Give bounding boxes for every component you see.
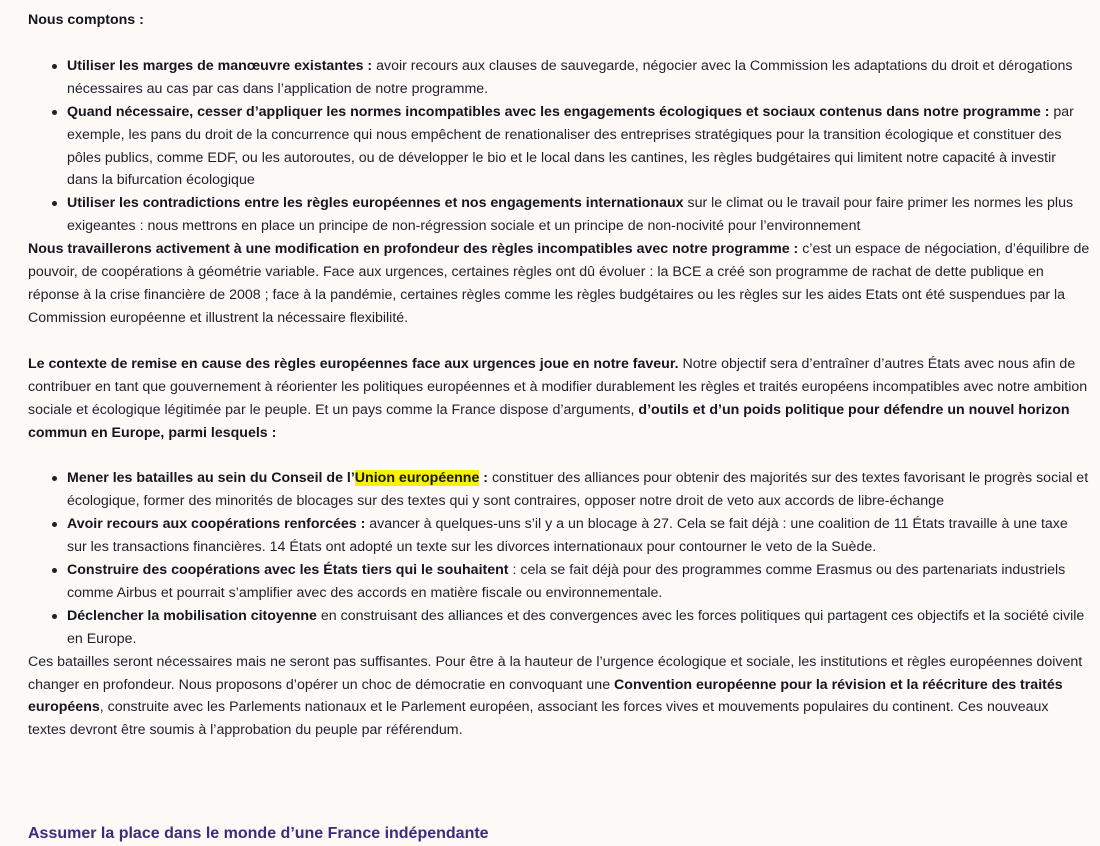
levers-list — [28, 467, 1090, 650]
list-item: Déclencher la mobilisation citoyenne en construisant des alliances et des convergences avec les forces politiques qui partagent ces objectifs et la société civile en Europe. — [67, 605, 1090, 651]
spacer — [28, 444, 1090, 467]
list-item: Quand nécessaire, cesser d’appliquer les normes incompatibles avec les engagements écologiques et sociaux contenus dans notre programme : par exemple, les pans du droit de la concurrence qui nous empêchent de renationaliser des entreprises stratégiques pour la transition écologique et constituer des pôles publics, comme EDF, ou les autoroutes, ou de développer le bio et le local dans les cantines, les règles budgétaires qui limitent notre capacité à investir dans la bifurcation écologique — [67, 101, 1090, 193]
next-section-title: Assumer la place dans le monde d’une France indépendante — [28, 825, 489, 842]
list-item: Construire des coopérations avec les États tiers qui le souhaitent : cela se fait déjà pour des programmes comme Erasmus ou des partenariats industriels comme Airbus et pourrait s’amplifier avec des accords en matière fiscale ou environnementale. — [67, 559, 1090, 605]
document-body — [28, 9, 1090, 742]
list-item: Mener les batailles au sein du Conseil de l’Union européenne : constituer des alliances pour obtenir des majorités sur des textes favorisant le progrès social et écologique, former des minorités de blocages sur des textes qui y sont contraires, opposer notre droit de veto aux accords de libre-échange — [67, 467, 1090, 513]
spacer — [28, 32, 1090, 55]
list-item: Utiliser les marges de manœuvre existantes : avoir recours aux clauses de sauvegarde, négocier avec la Commission les adaptations du droit et dérogations nécessaires au cas par cas dans l’application de notre programme. — [67, 55, 1090, 101]
spacer — [28, 330, 1090, 353]
measures-list — [28, 55, 1090, 238]
paragraph-context: Le contexte de remise en cause des règles européennes face aux urgences joue en notre faveur. Notre objectif sera d’entraîner d’autres États avec nous afin de contribuer en tant que gouvernement à réorienter les politiques européennes et à modifier durablement les règles et traités européens incompatibles avec notre ambition sociale et écologique légitimée par le peuple. Et un pays comme la France dispose d’arguments, d’outils et d’un poids politique pour défendre un nouvel horizon commun en Europe, parmi lesquels : — [28, 355, 1088, 441]
search-highlight: Union européenne — [354, 470, 480, 487]
paragraph-rules: Nous travaillerons activement à une modification en profondeur des règles incompatibles avec notre programme : c’est un espace de négociation, d’équilibre de pouvoir, de coopérations à géométrie variable. Face aux urgences, certaines règles ont dû évoluer : la BCE a créé son programme de rachat de dette publique en réponse à la crise financière de 2008 ; face à la pandémie, certaines règles comme les règles budgétaires ou les règles sur les aides Etats ont été suspendues par la Commission européenne et illustrent la nécessaire flexibilité. — [28, 241, 1090, 326]
paragraph-convention: Ces batailles seront nécessaires mais ne seront pas suffisantes. Pour être à la hauteur de l’urgence écologique et sociale, les institutions et règles européennes doivent changer en profondeur. Nous proposons d’opérer un choc de démocratie en convoquant une Convention européenne pour la révision et la réécriture des traités européens, construite avec les Parlements nationaux et le Parlement européen, associant les forces vives et mouvements populaires du continent. Ces nouveaux textes devront être soumis à l’approbation du peuple par référendum. — [28, 653, 1083, 739]
list-item: Avoir recours aux coopérations renforcées : avancer à quelques-uns s’il y a un blocage à 27. Cela se fait déjà : une coalition de 11 États travaille à une taxe sur les transactions financières. 14 États ont adopté un texte sur les divorces internationaux pour contourner le veto de la Suède. — [67, 513, 1090, 559]
list-item: Utiliser les contradictions entre les règles européennes et nos engagements internationaux sur le climat ou le travail pour faire primer les normes les plus exigeantes : nous mettrons en place un principe de non-régression sociale et un principe de non-nocivité pour l’environnement — [67, 192, 1090, 238]
intro-heading: Nous comptons : — [28, 12, 144, 28]
